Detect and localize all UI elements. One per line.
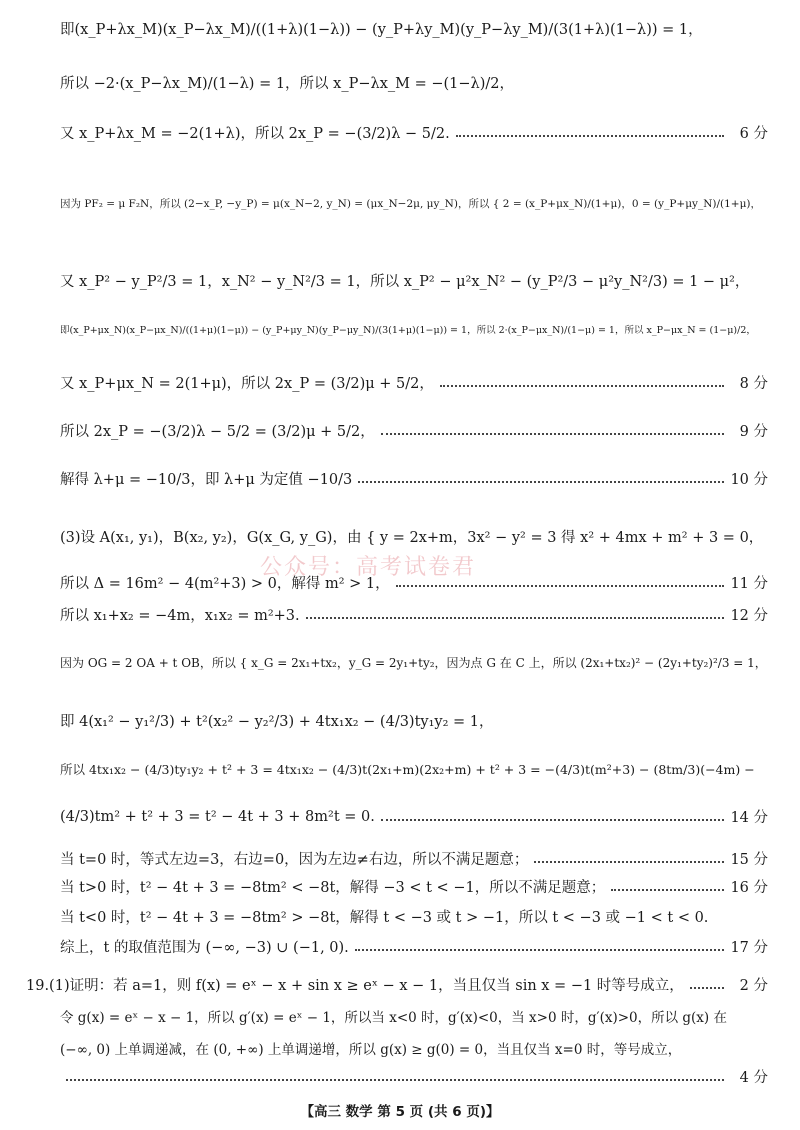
solution-line	[60, 322, 768, 336]
score-label: 17 分	[730, 940, 768, 956]
line-text: 当 t=0 时，等式左边=3，右边=0，因为左边≠右边，所以不满足题意；	[60, 852, 529, 868]
solution-line	[60, 122, 768, 143]
solution-line	[60, 876, 768, 897]
solution-line	[60, 806, 768, 827]
solution-line	[60, 760, 768, 778]
dot-leader	[611, 889, 724, 891]
dot-leader	[690, 987, 724, 989]
solution-line	[60, 1038, 768, 1058]
dot-leader	[396, 585, 724, 587]
solution-line	[60, 654, 768, 671]
solution-line	[60, 604, 768, 625]
solution-line	[60, 72, 768, 93]
solution-line	[60, 1066, 768, 1087]
dot-leader	[534, 861, 724, 863]
solution-line	[60, 196, 768, 211]
solution-line	[60, 906, 768, 927]
line-text: 所以 2x_P = −(3/2)λ − 5/2 = (3/2)μ + 5/2，	[60, 424, 375, 440]
dot-leader	[381, 433, 724, 435]
page-footer: 【高三 数学 第 5 页 (共 6 页)】	[300, 1104, 500, 1120]
score-label: 9 分	[739, 424, 768, 440]
line-text: 所以 4tx₁x₂ − (4/3)ty₁y₂ + t² + 3 = 4tx₁x₂ − (4/3)t(2x₁+m)(2x₂+m) + t² + 3 = −(4/3)t(m²+3) − (8tm/3)(−4m) −	[60, 762, 755, 777]
dot-leader	[355, 949, 724, 951]
solution-line	[60, 270, 768, 291]
score-label: 4 分	[739, 1070, 768, 1086]
solution-line	[60, 710, 768, 731]
dot-leader	[66, 1079, 724, 1081]
line-text: 又 x_P+λx_M = −2(1+λ)，所以 2x_P = −(3/2)λ − 5/2.	[60, 126, 450, 142]
line-text: 又 x_P² − y_P²/3 = 1，x_N² − y_N²/3 = 1，所以 x_P² − μ²x_N² − (y_P²/3 − μ²y_N²/3) = 1 − μ²，	[60, 274, 750, 290]
line-text: 解得 λ+μ = −10/3，即 λ+μ 为定值 −10/3	[60, 472, 353, 488]
line-text: 19.(1)证明：若 a=1，则 f(x) = eˣ − x + sin x ≥ eˣ − x − 1，当且仅当 sin x = −1 时等号成立，	[26, 978, 684, 994]
dot-leader	[440, 385, 724, 387]
score-label: 8 分	[739, 376, 768, 392]
line-text: (−∞, 0) 上单调递减，在 (0, +∞) 上单调递增，所以 g(x) ≥ g(0) = 0，当且仅当 x=0 时，等号成立，	[60, 1042, 682, 1058]
solution-line	[60, 18, 768, 39]
line-text: 所以 Δ = 16m² − 4(m²+3) > 0，解得 m² > 1，	[60, 576, 390, 592]
dot-leader	[456, 135, 724, 137]
score-label: 12 分	[730, 608, 768, 624]
score-label: 11 分	[730, 576, 768, 592]
line-text: 即(x_P+μx_N)(x_P−μx_N)/((1+μ)(1−μ)) − (y_P+μy_N)(y_P−μy_N)/(3(1+μ)(1−μ)) = 1，所以 2·(x_P−μx_N)/(1−μ) = 1，所以 x_P−μx_N = (1−μ)/2，	[60, 325, 756, 336]
solution-line	[60, 526, 768, 547]
dot-leader	[306, 617, 724, 619]
score-label: 10 分	[730, 472, 768, 488]
solution-line	[60, 372, 768, 393]
line-text: 当 t>0 时，t² − 4t + 3 = −8tm² < −8t，解得 −3 < t < −1，所以不满足题意；	[60, 880, 606, 896]
solution-line	[26, 974, 768, 995]
line-text: 当 t<0 时，t² − 4t + 3 = −8tm² > −8t，解得 t < −3 或 t > −1，所以 t < −3 或 −1 < t < 0.	[60, 910, 709, 926]
solution-line	[60, 420, 768, 441]
score-label: 16 分	[730, 880, 768, 896]
line-text: 即(x_P+λx_M)(x_P−λx_M)/((1+λ)(1−λ)) − (y_P+λy_M)(y_P−λy_M)/(3(1+λ)(1−λ)) = 1，	[60, 22, 703, 38]
watermark: 公众号：高考试卷君	[260, 555, 477, 580]
solution-line	[60, 468, 768, 489]
line-text: 又 x_P+μx_N = 2(1+μ)，所以 2x_P = (3/2)μ + 5/2，	[60, 376, 434, 392]
line-text: 综上，t 的取值范围为 (−∞, −3) ∪ (−1, 0).	[60, 940, 349, 956]
score-label: 15 分	[730, 852, 768, 868]
line-text: 令 g(x) = eˣ − x − 1，所以 g′(x) = eˣ − 1，所以当 x<0 时，g′(x)<0，当 x>0 时，g′(x)>0，所以 g(x) 在	[60, 1010, 727, 1026]
line-text: 所以 x₁+x₂ = −4m，x₁x₂ = m²+3.	[60, 608, 300, 624]
line-text: 因为 OG = 2 OA + t OB，所以 { x_G = 2x₁+tx₂，y_G = 2y₁+ty₂，因为点 G 在 C 上，所以 (2x₁+tx₂)² − (2y₁+ty₂)²/3 = 1，	[60, 656, 767, 670]
line-text: 所以 −2·(x_P−λx_M)/(1−λ) = 1，所以 x_P−λx_M = −(1−λ)/2，	[60, 76, 514, 92]
score-label: 6 分	[739, 126, 768, 142]
score-label: 14 分	[730, 810, 768, 826]
dot-leader	[381, 819, 724, 821]
dot-leader	[358, 481, 724, 483]
line-text: (4/3)tm² + t² + 3 = t² − 4t + 3 + 8m²t = 0.	[60, 808, 375, 825]
solution-line	[60, 848, 768, 869]
line-text: (3)设 A(x₁, y₁)，B(x₂, y₂)，G(x_G, y_G)，由 { y = 2x+m，3x² − y² = 3 得 x² + 4mx + m² + 3 = 0，	[60, 530, 764, 546]
solution-line	[60, 936, 768, 957]
line-text: 即 4(x₁² − y₁²/3) + t²(x₂² − y₂²/3) + 4tx₁x₂ − (4/3)ty₁y₂ = 1，	[60, 714, 494, 730]
line-text: 因为 PF₂ = μ F₂N，所以 (2−x_P, −y_P) = μ(x_N−2, y_N) = (μx_N−2μ, μy_N)，所以 { 2 = (x_P+μx_N)/(1+μ)，0 = (y_P+μy_N)/(1+μ)，	[60, 198, 762, 210]
score-label: 2 分	[739, 978, 768, 994]
solution-line	[60, 1006, 768, 1026]
